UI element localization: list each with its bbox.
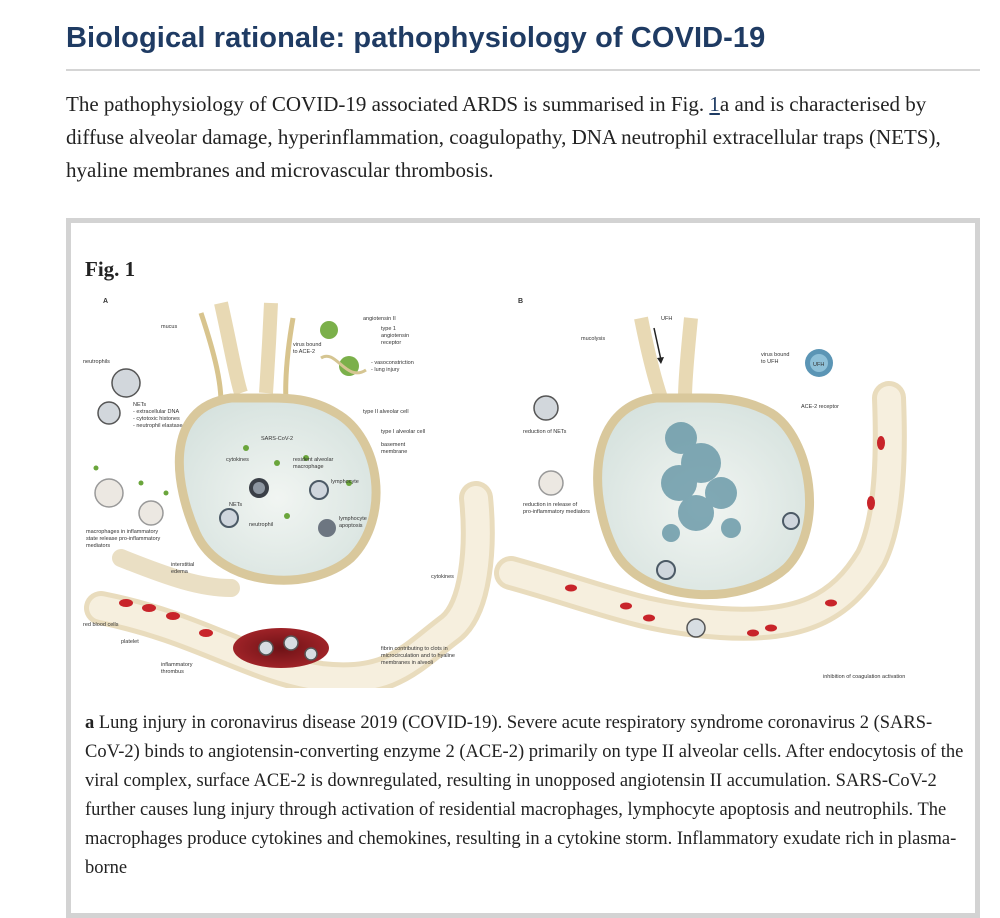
virus-inset (320, 321, 366, 376)
svg-text:angiotensin: angiotensin (381, 333, 410, 339)
alveolus-a (179, 398, 376, 580)
neutrophils-group (94, 369, 169, 525)
bronchiole (221, 303, 241, 393)
label-inhibition: inhibition of coagulation activation (823, 674, 906, 680)
label-cytokines: cytokines (226, 457, 249, 463)
caption-panel-letter: a (85, 713, 95, 733)
heading-divider (66, 69, 980, 71)
svg-text:NETs: NETs (229, 502, 243, 508)
panel-a-letter: A (103, 298, 109, 305)
label-edema: interstitial (171, 562, 195, 568)
figure-box (66, 218, 980, 918)
intro-paragraph (66, 88, 980, 187)
label-type2: type II alveolar cell (363, 409, 409, 415)
label-neutrophils: neutrophils (83, 359, 110, 365)
figure-illustration[interactable] (81, 288, 971, 688)
svg-text:thrombus: thrombus (161, 669, 184, 675)
svg-text:- vasoconstriction: - vasoconstriction (371, 360, 414, 366)
svg-text:pro-inflammatory mediators: pro-inflammatory mediators (523, 509, 590, 515)
label-thrombus: inflammatory (161, 662, 193, 668)
svg-text:- cytotoxic histones: - cytotoxic histones (133, 416, 180, 422)
svg-text:- neutrophil elastase: - neutrophil elastase (133, 423, 183, 429)
label-ace2-receptor: ACE-2 receptor (801, 404, 839, 410)
panel-b-letter: B (518, 298, 524, 305)
svg-text:to UFH: to UFH (761, 359, 779, 365)
inflammatory-thrombus (233, 628, 329, 668)
label-mucus: mucus (161, 324, 178, 330)
label-reduction-nets: reduction of NETs (523, 429, 567, 435)
label-sars: SARS-CoV-2 (261, 436, 294, 442)
intro-text-after: a and is characterised by diffuse alveolar damage, hyperinflammation, coagulopathy, DNA neutrophil extracellular traps (NETS), hyaline membranes and microvascular thrombosis. (66, 92, 941, 182)
caption-text: Lung injury in coronavirus disease 2019 (COVID-19). Severe acute respiratory syndrome coronavirus 2 (SARS-CoV-2) binds to angiotensin-converting enzyme 2 (ACE-2) primarily on type II alveolar cells. After endocytosis of the viral complex, surface ACE-2 is downregulated, resulting in unopposed angiotensin II accumulation. SARS-CoV-2 further causes lung injury through activation of residential macrophages, lymphocyte apoptosis and neutrophils. The macrophages produce cytokines and chemokines, resulting in a cytokine storm. Inflammatory exudate rich in plasma-borne (85, 713, 964, 878)
svg-text:- extracellular DNA: - extracellular DNA (133, 409, 180, 415)
panel-b (511, 298, 905, 680)
svg-text:membrane: membrane (381, 449, 408, 455)
svg-text:membranes in alveoli: membranes in alveoli (381, 660, 433, 666)
label-platelet: platelet (121, 639, 139, 645)
panel-a (83, 298, 478, 679)
label-fibrin: fibrin contributing to clots in (381, 646, 448, 652)
label-macrophages: macrophages in inflammatory (86, 529, 159, 535)
svg-text:edema: edema (171, 569, 188, 575)
alveolus-b (598, 398, 810, 595)
svg-text:state release pro-inflammatory: state release pro-inflammatory (86, 536, 161, 542)
svg-text:lymphocyte: lymphocyte (331, 479, 359, 485)
figure-link[interactable]: 1 (709, 92, 720, 116)
svg-text:apoptosis: apoptosis (339, 523, 363, 529)
label-nets: NETs (133, 402, 147, 408)
svg-text:type 1: type 1 (381, 326, 396, 332)
svg-text:to ACE-2: to ACE-2 (293, 349, 316, 355)
label-virus-ace2: virus bound (293, 342, 322, 348)
svg-text:lymphocyte: lymphocyte (339, 516, 367, 522)
svg-text:macrophage: macrophage (293, 464, 324, 470)
figure-label[interactable]: Fig. 1 (85, 257, 136, 281)
svg-text:neutrophil: neutrophil (249, 522, 274, 528)
label-angiotensin: angiotensin II (363, 316, 396, 322)
label-virus-ufh: virus bound (761, 352, 790, 358)
svg-text:resident alveolar: resident alveolar (293, 457, 334, 463)
label-rbc: red blood cells (83, 622, 119, 628)
svg-text:microcirculation and to hyalin: microcirculation and to hyaline (381, 653, 455, 659)
label-ufh: UFH (661, 316, 673, 322)
svg-text:- lung injury: - lung injury (371, 367, 400, 373)
svg-text:mediators: mediators (86, 543, 111, 549)
svg-text:basement: basement (381, 442, 406, 448)
intro-text-before: The pathophysiology of COVID-19 associated ARDS is summarised in Fig. (66, 92, 710, 116)
figure-caption (85, 709, 965, 883)
svg-text:receptor: receptor (381, 340, 402, 346)
svg-text:cytokines: cytokines (431, 574, 454, 580)
label-mucolysis: mucolysis (581, 336, 606, 342)
section-heading: Biological rationale: pathophysiology of COVID-19 (66, 22, 766, 54)
svg-text:UFH: UFH (813, 362, 825, 368)
label-reduction-mediators: reduction in release of (523, 502, 578, 508)
label-type1: type I alveolar cell (381, 429, 426, 435)
